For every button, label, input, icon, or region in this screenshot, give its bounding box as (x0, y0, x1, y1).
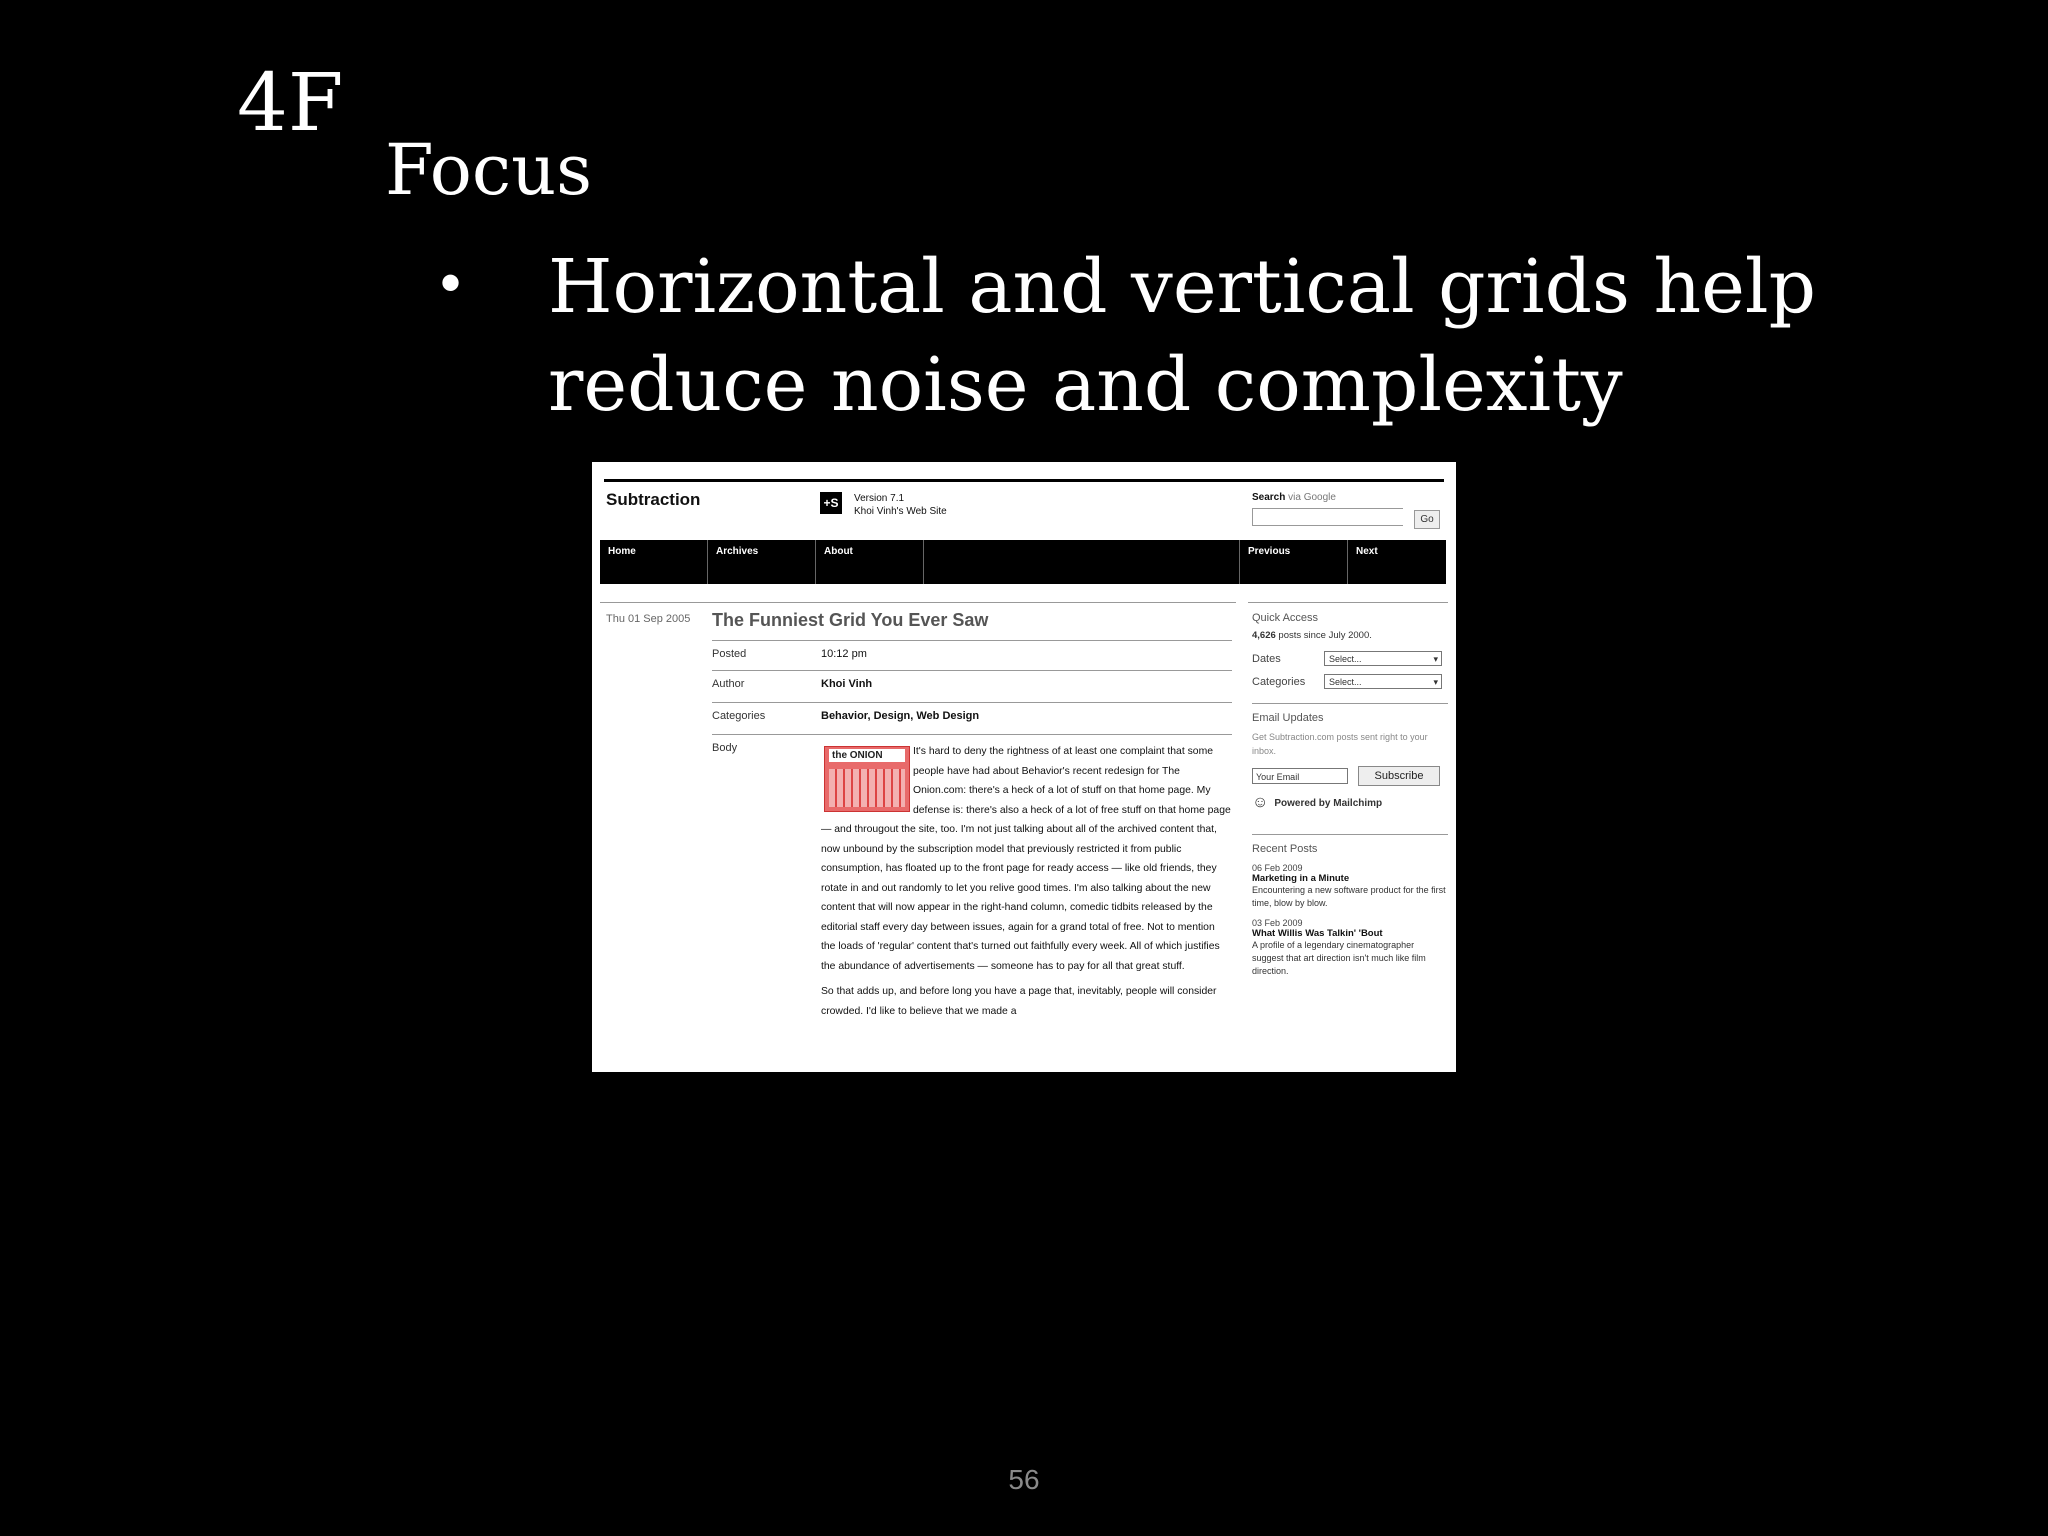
meta-label-author: Author (712, 678, 745, 690)
onion-logo: the ONION (829, 749, 905, 762)
recent-post[interactable] (1252, 918, 1448, 978)
meta-rule (712, 734, 1232, 735)
body-paragraph: It's hard to deny the rightness of at least one complaint that some people have had about Behavior's recent redesign for The Onion.com: there's a heck of a lot of stuff on that home page. My defense is: there's also a heck of a lot of free stuff on that home page — and througout the site, too. I'm not just talking about all of the archived content that, now unbound by the subscription model that previously restricted it from public consumption, has floated up to the front page for ready access — like old friends, they rotate in and out randomly to let you relive good times. I'm also talking about the new content that will now appear in the right-hand column, comedic tidbits released by the editorial staff every day between issues, again for a grand total of free. Not to mention the loads of 'regular' content that's turned out faithfully every week. All of which justifies the abundance of advertisements — someone has to pay for all that great stuff. (821, 746, 1231, 972)
nav-spacer (924, 540, 1240, 584)
header-rule (604, 479, 1444, 482)
categories-select[interactable]: Select... ▾ (1324, 674, 1442, 689)
subscribe-button[interactable]: Subscribe (1358, 766, 1440, 786)
email-field[interactable]: Your Email (1252, 768, 1348, 784)
quick-access-heading: Quick Access (1252, 612, 1319, 624)
post-body (821, 742, 1231, 1021)
email-updates-heading: Email Updates (1252, 712, 1324, 724)
powered-by-text: Powered by Mailchimp (1274, 797, 1383, 809)
recent-post-date: 03 Feb 2009 (1252, 918, 1303, 928)
meta-label-body: Body (712, 742, 738, 754)
search-label-text: Search (1252, 492, 1286, 503)
recent-posts-heading: Recent Posts (1252, 843, 1318, 855)
meta-value-posted: 10:12 pm (821, 648, 867, 660)
bullet-text: Horizontal and vertical grids help reduce noise and complexity (548, 244, 1816, 428)
recent-post[interactable] (1252, 863, 1448, 910)
dates-select[interactable]: Select... ▾ (1324, 651, 1442, 666)
sidebar-rule (1252, 703, 1448, 704)
recent-post-title[interactable]: What Willis Was Talkin' 'Bout (1252, 928, 1383, 939)
recent-post-date: 06 Feb 2009 (1252, 863, 1303, 873)
categories-row (1252, 674, 1448, 689)
body-paragraph: So that adds up, and before long you have a page that, inevitably, people will consider crowded. I'd like to believe that we made a (821, 986, 1217, 1017)
nav-about[interactable]: About (816, 540, 924, 584)
email-desc: Get Subtraction.com posts sent right to your inbox. (1252, 732, 1428, 756)
meta-value-author[interactable]: Khoi Vinh (821, 678, 873, 690)
recent-post-desc: Encountering a new software product for the first time, blow by blow. (1252, 885, 1446, 908)
content-rule (600, 602, 1236, 603)
search-via-text: via Google (1288, 492, 1336, 503)
posts-count-line (1252, 630, 1448, 641)
slide-section-number: 4F (237, 56, 344, 149)
post-title[interactable]: The Funniest Grid You Ever Saw (712, 610, 989, 630)
title-rule (712, 640, 1232, 641)
nav-next[interactable]: Next (1356, 546, 1378, 557)
email-row (1252, 766, 1448, 786)
recent-post-desc: A profile of a legendary cinematographer suggest that art direction isn't much like film direction. (1252, 940, 1426, 976)
slide-title: Focus (385, 129, 593, 211)
go-button[interactable]: Go (1414, 510, 1440, 529)
posts-count: 4,626 (1252, 630, 1276, 641)
image-float-gap (821, 742, 913, 820)
sidebar-rule (1252, 834, 1448, 835)
powered-by[interactable] (1252, 794, 1448, 812)
nav-archives[interactable]: Archives (708, 540, 816, 584)
website-screenshot (592, 462, 1456, 1072)
meta-rule (712, 670, 1232, 671)
sidebar (1252, 612, 1448, 978)
nav-previous[interactable]: Previous (1240, 540, 1348, 584)
mailchimp-icon: ☺ (1252, 794, 1269, 811)
site-brand: Subtraction (606, 490, 701, 509)
dates-label: Dates (1252, 652, 1281, 665)
meta-label-posted: Posted (712, 648, 747, 660)
search-label (1252, 492, 1336, 503)
bullet-icon: • (440, 249, 462, 316)
meta-rule (712, 702, 1232, 703)
sidebar-rule (1248, 602, 1448, 603)
post-date: Thu 01 Sep 2005 (606, 613, 691, 625)
search-input[interactable] (1252, 508, 1403, 526)
site-logo-icon: +S (820, 492, 842, 514)
meta-label-categories: Categories (712, 710, 766, 722)
version-line: Version 7.1 (854, 493, 905, 504)
categories-label: Categories (1252, 675, 1306, 688)
recent-post-title[interactable]: Marketing in a Minute (1252, 873, 1350, 884)
site-version (854, 492, 947, 518)
posts-since: posts since July 2000. (1278, 630, 1372, 641)
nav-home[interactable]: Home (600, 540, 708, 584)
meta-value-categories[interactable]: Behavior, Design, Web Design (821, 710, 980, 722)
nav-bar (600, 540, 1446, 584)
dates-row (1252, 651, 1448, 666)
page-number: 56 (1008, 1464, 1040, 1495)
version-subline: Khoi Vinh's Web Site (854, 506, 947, 517)
